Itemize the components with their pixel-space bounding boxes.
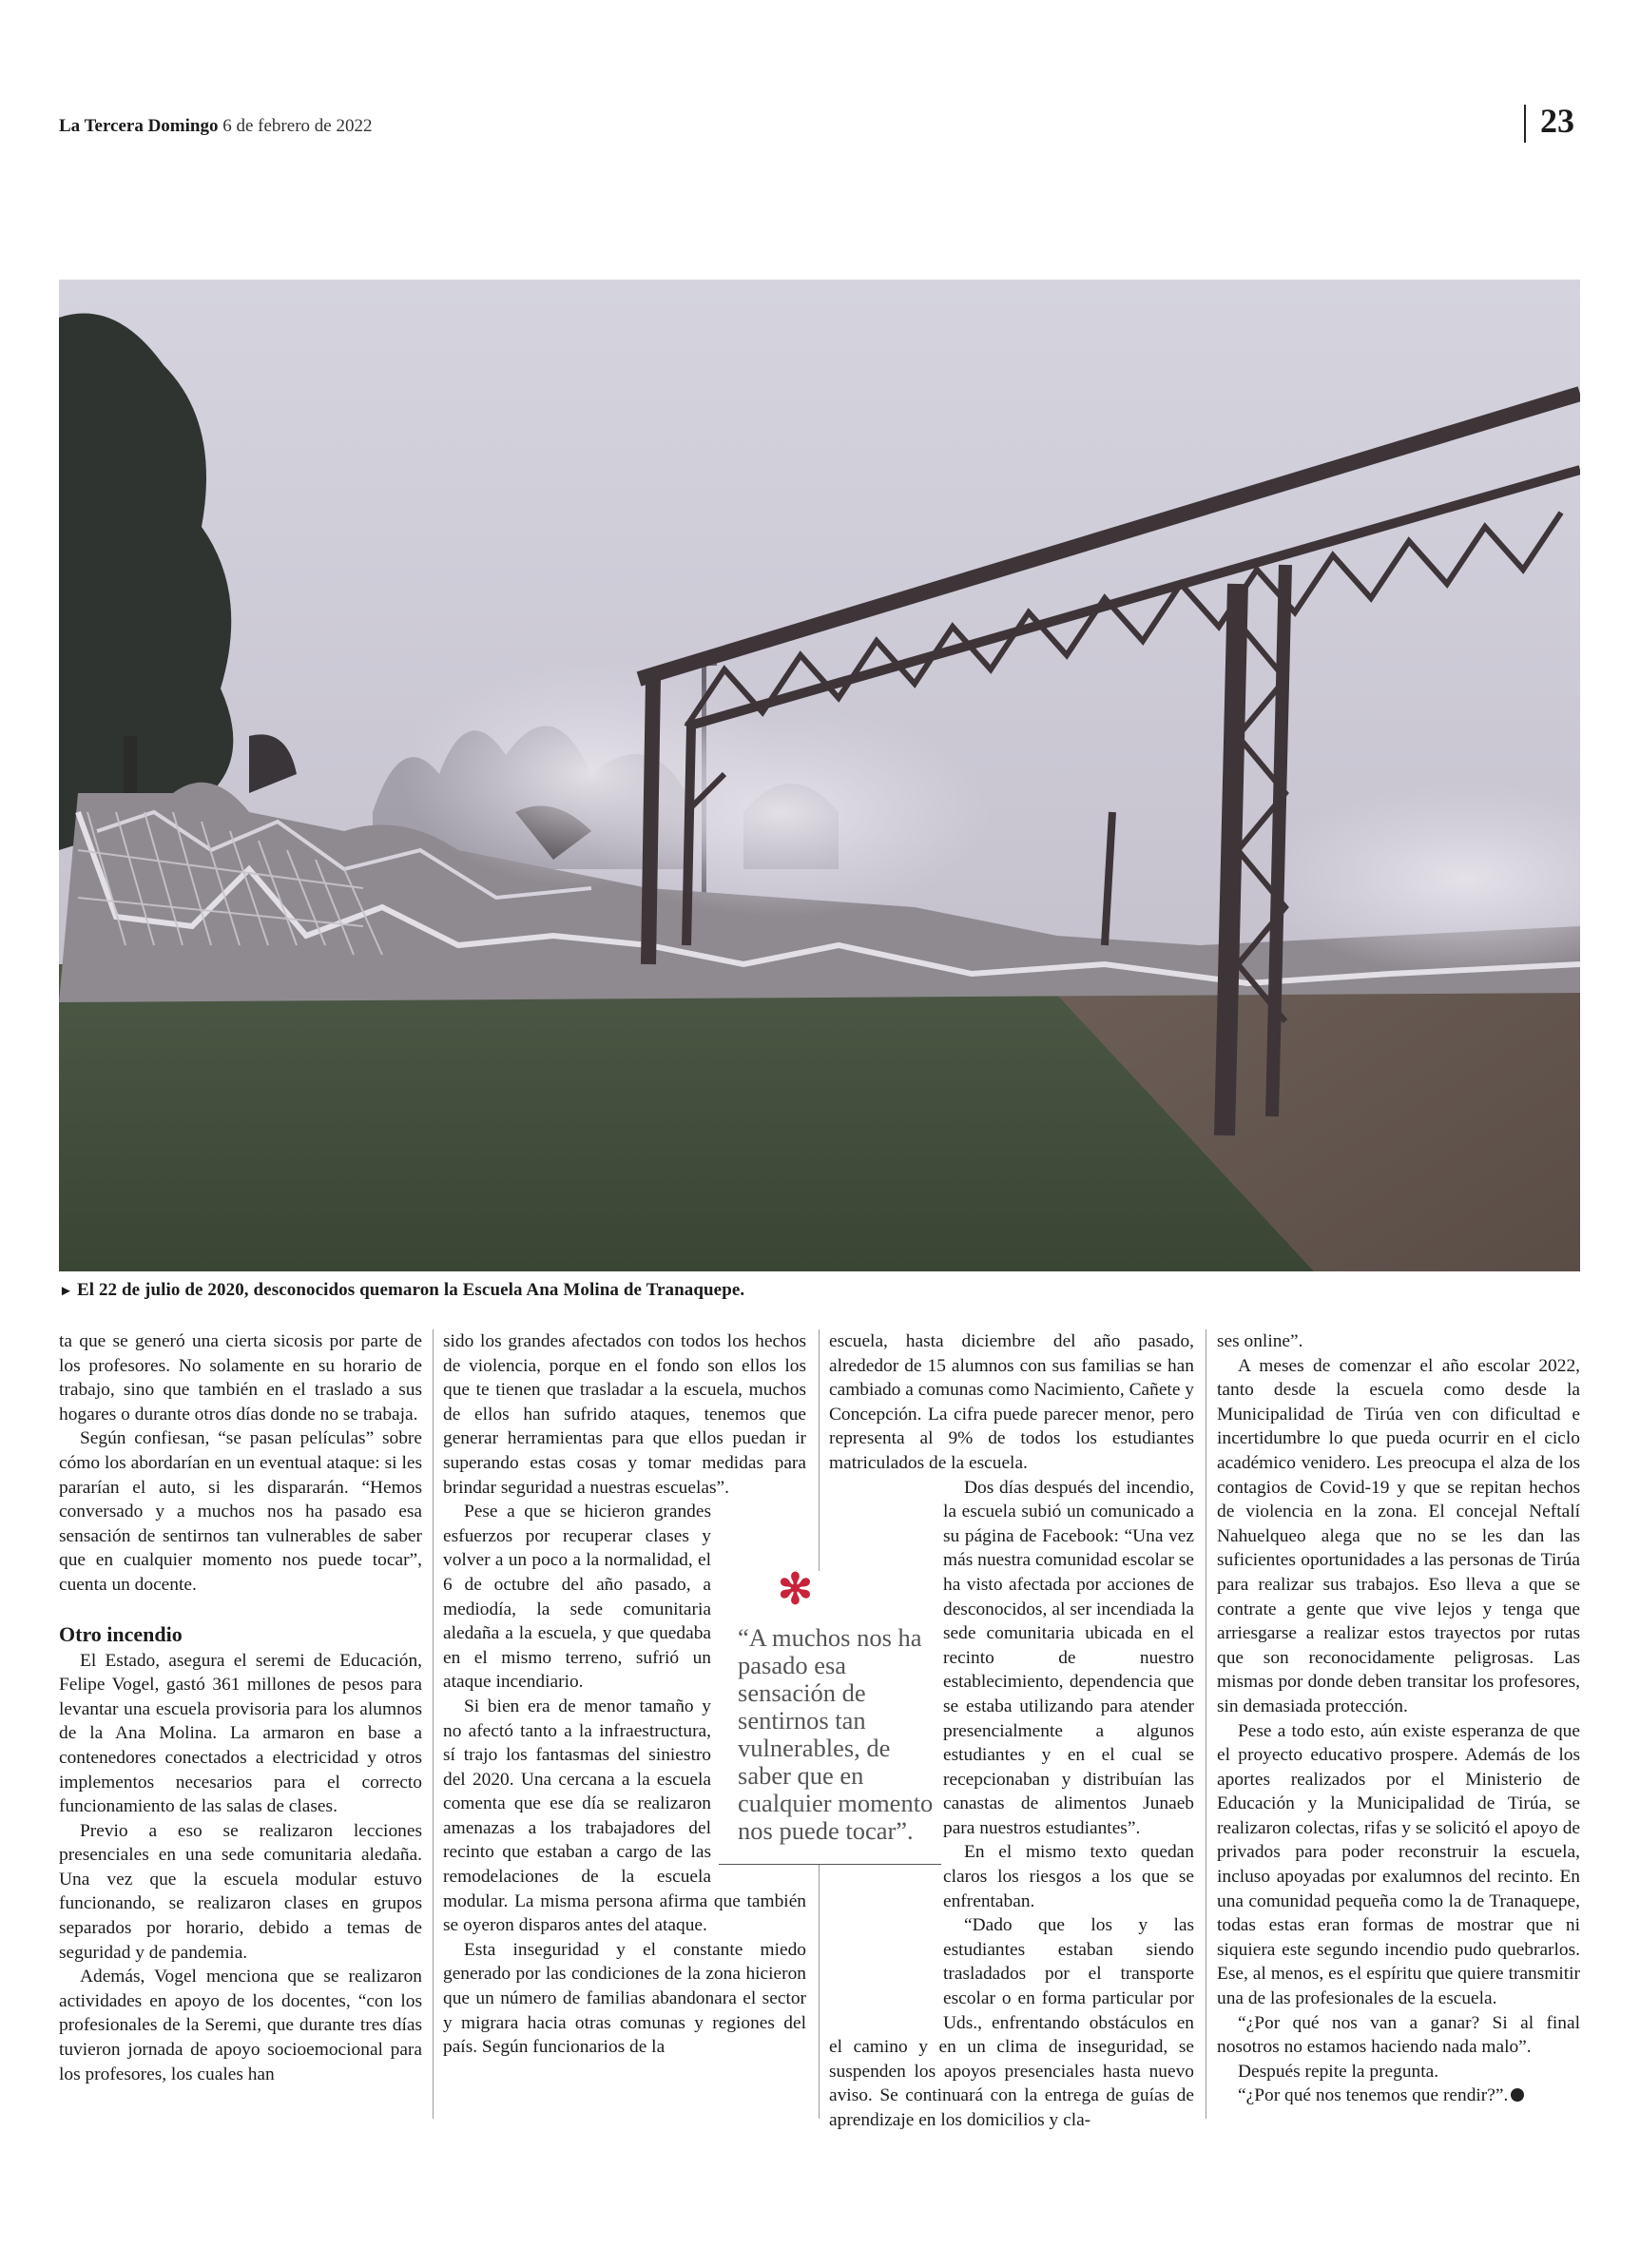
issue-date: 6 de febrero de 2022 [222,116,373,136]
article-column-1 [59,1329,422,2086]
paragraph-text: “¿Por qué nos tenemos que rendir?”. [1238,2085,1509,2106]
paragraph: ta que se generó una cierta sicosis por parte de los profesores. No solamente en su horario de trabajo, sino que también en el traslado a sus hogares o durante otros días donde no se trabaja. [59,1331,422,1425]
caption-text: El 22 de julio de 2020, desconocidos quemaron la Escuela Ana Molina de Tranaquepe. [76,1280,745,1300]
page-number: 23 [1540,102,1574,140]
photo-caption [59,1280,744,1301]
article-column-4 [1217,1329,1580,2108]
page-header [59,116,372,137]
paragraph: Esta inseguridad y el constante miedo generado por las condiciones de la zona hicieron que un número de familias abandonara el sector y migrara hacia otras comunas y regiones del país. Según funcionarios de la [443,1939,806,2058]
column-rule [433,1329,434,2119]
paragraph: ses online”. [1217,1331,1303,1351]
paragraph [1217,2084,1580,2108]
paragraph-text: Pese a que se hicieron grandes esfuerzos por recuperar clases y volver a un poco a la normalidad, el 6 de octubre del año pasado, a mediodía, la sede comunitaria aledaña a la escuela, y que quedaba en el mismo terreno, sufrió un ataque incendiario. [443,1502,711,1693]
subheading: Otro incendio [59,1621,183,1646]
paragraph: Según confiesan, “se pasan películas” sobre cómo los abordarían en un eventual ataque: si les pararían el auto, si les dispararán. “Hemos conversado y a muchos nos ha pasado esa sensación de sentirnos tan vulnerables de saber que en cualquier momento nos puede tocar”, cuenta un docente. [59,1428,422,1595]
paragraph: “¿Por qué nos van a ganar? Si al final nosotros no estamos haciendo nada malo”. [1217,2012,1580,2058]
caption-marker-icon: ► [59,1284,73,1299]
paragraph: Además, Vogel menciona que se realizaron actividades en apoyo de los docentes, “con los profesionales de la Seremi, que durante tres días tuvieron jornada de apoyo socioemocional para los profesores, los cuales han [59,1967,422,2084]
paragraph: Previo a eso se realizaron lecciones presenciales en una sede comunitaria aledaña. Una vez que la escuela modular estuvo funcionando, se realizaron clases en grupos separados por horario, debido a temas de seguridad y de pandemia. [59,1820,422,1963]
paragraph: Pese a todo esto, aún existe esperanza de que el proyecto educativo prospere. Además de los aportes realizados por el Ministerio de Educación y la Municipalidad de Tirúa, se realizaron colectas, rifas y se solicitó el apoyo de privados para poder reconstruir la escuela, incluso apoyadas por exalumnos del recinto. En una comunidad pequeña como la de Tranaquepe, todas estas eran formas de mostrar que ni siquiera este segundo incendio pudo quebrarlos. Ese, al menos, es el espíritu que quiere transmitir una de las profesionales de la escuela. [1217,1720,1580,2009]
paragraph: El Estado, asegura el seremi de Educación, Felipe Vogel, gastó 361 millones de pesos para levantar una escuela provisoria para los alumnos de la Ana Molina. La armaron en base a contenedores conectados a electricidad y otros implementos necesarios para el correcto funcionamiento de las salas de clases. [59,1650,422,1817]
paragraph: En el mismo texto quedan claros los riesgos a los que se enfrentaban. [943,1842,1194,1911]
paragraph: A meses de comenzar el año escolar 2022, tanto desde la escuela como desde la Municipalidad de Tirúa ven con dificultad e incertidumbre lo que pueda ocurrir en el ciclo académico venidero. Les preocupa el alza de los contagios de Covid-19 y que se repitan hechos de violencia en la zona. El concejal Neftalí Nahuelqueo alega que no se les dan las suficientes oportunidades a las personas de Tirúa para realizar sus trabajos. Eso lleva a que se contrate a gente que vive lejos y tenga que arriesgarse a realizar estos trayectos por rutas que son reconocidamente peligrosas. Las mismas por donde deben transitar los profesores, sin demasiada protección. [1217,1355,1580,1716]
pull-quote [719,1566,941,1865]
paragraph: sido los grandes afectados con todos los hechos de violencia, porque en el fondo son ellos los que te tienen que trasladar a la escuela, muchos de ellos han sufrido ataques, tenemos que generar herramientas para que ellos puedan ir superando estas cosas y tomar medidas para brindar seguridad a nuestras escuelas”. [443,1331,806,1498]
asterisk-icon: ✻ [778,1566,813,1613]
paragraph-text: Dos días después del incendio, la escuela subió un comunicado a su página de Facebook: “Una vez más nuestra comunidad escolar se ha visto afectada por acciones de desconocidos, al ser incendiada la sede comunitaria ubicada en el recinto de nuestro establecimiento, dependencia que se estaba utilizando para atender presencialmente a algunos estudiantes y en el cual se recepcionaban y distribuían las canastas de alimentos Junaeb para nuestros estudiantes”. [943,1477,1194,1838]
paragraph: “Dado que los y las estudiantes estaban siendo trasladados por el transporte escolar o en forma particular por Uds., enfrentando obstáculos en el camino y en un clima de inseguridad, se suspenden los apoyos presenciales hasta nuevo aviso. Se continuará con la entrega de guías de aprendizaje en los domicilios y cla- [829,1915,1194,2130]
page-number-rule [1524,105,1526,143]
paragraph: escuela, hasta diciembre del año pasado, alrededor de 15 alumnos con sus familias se han cambiado a comunas como Nacimiento, Cañete y Concepción. La cifra puede parecer menor, pero representa al 9% de todos los estudiantes matriculados de la escuela. [829,1331,1194,1473]
burned-school-photo [59,280,1580,1271]
pull-quote-text: “A muchos nos ha pasado esa sensación de sentirnos tan vulnerables, de saber que en cualquier momento nos puede tocar”. [738,1623,934,1845]
end-of-article-icon [1511,2088,1524,2102]
publication-name: La Tercera Domingo [59,116,219,136]
paragraph: Si bien era de menor tamaño y no afectó tanto a la infraestructura, sí trajo los fantasmas del siniestro del 2020. Una cercana a la escuela comenta que ese día se realizaron amenazas a los trabajadores del recinto que estaban a cargo de las remodelaciones de la escuela modular. La misma persona afirma que también se oyeron disparos antes del ataque. [443,1696,806,1936]
paragraph: Después repite la pregunta. [1238,2061,1439,2082]
